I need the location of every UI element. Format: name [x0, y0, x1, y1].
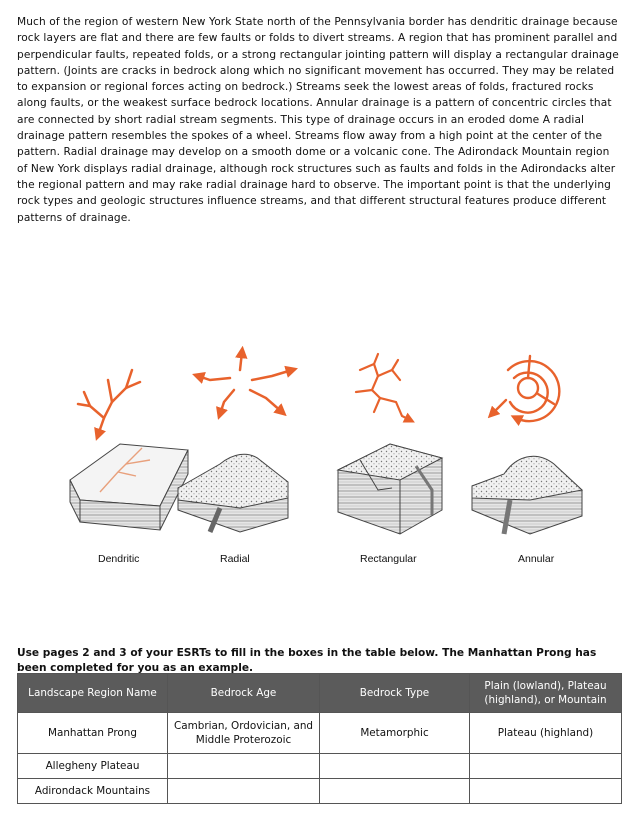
region-name-cell: Adirondack Mountains [18, 779, 168, 804]
region-name-cell: Allegheny Plateau [18, 754, 168, 779]
bedrock-age-cell[interactable] [168, 779, 320, 804]
caption-annular: Annular [518, 553, 555, 565]
landform-cell[interactable] [470, 779, 622, 804]
caption-dendritic: Dendritic [98, 553, 140, 565]
landform-cell: Plateau (highland) [470, 713, 622, 754]
instructions: Use pages 2 and 3 of your ESRTs to fill in the boxes in the table below. The Manhattan Prong has been completed for you as an example. [17, 647, 597, 674]
caption-radial: Radial [220, 553, 250, 565]
bedrock-type-cell[interactable] [320, 754, 470, 779]
landform-cell[interactable] [470, 754, 622, 779]
rectangular-block-diagram [338, 444, 442, 534]
caption-rectangular: Rectangular [360, 553, 417, 565]
header-bedrock-type: Bedrock Type [320, 674, 470, 713]
bedrock-age-cell[interactable] [168, 754, 320, 779]
annular-stream-pattern [492, 356, 559, 421]
bedrock-age-cell: Cambrian, Ordovician, and Middle Proterozoic [168, 713, 320, 754]
table-row [18, 713, 622, 754]
annular-block-diagram [472, 456, 582, 534]
header-landform-type: Plain (lowland), Plateau (highland), or Mountain [470, 674, 622, 713]
rectangular-stream-pattern [356, 354, 410, 420]
dendritic-stream-pattern [78, 370, 140, 435]
header-bedrock-age: Bedrock Age [168, 674, 320, 713]
drainage-patterns-figure [60, 340, 590, 575]
table-header-row [18, 674, 622, 713]
intro-paragraph: Much of the region of western New York State north of the Pennsylvania border has dendritic drainage because rock layers are flat and there are few faults or folds to divert streams. A region that has prominent parallel and perpendicular faults, repeated folds, or a strong rectangular jointing pattern will display a rectangular drainage pattern. (Joints are cracks in bedrock along which no significant movement has occurred. They may be related to expansion or regional forces acting on bedrock.) Streams seek the lowest areas of folds, fractured rocks along faults, or the weakest surface bedrock locations. Annular drainage is a pattern of concentric circles that are connected by short radial stream segments. This type of drainage occurs in an eroded dome A radial drainage pattern resembles the spokes of a wheel. Streams flow away from a high point at the center of the pattern. Radial drainage may develop on a smooth dome or a volcanic cone. The Adirondack Mountain region of New York displays radial drainage, although rock structures such as faults and folds in the Adirondacks alter the regional pattern and may rake radial drainage hard to observe. The important point is that the underlying rock types and geologic structures influence streams, and that different structural features produce different patterns of drainage. [17, 16, 619, 224]
region-name-cell: Manhattan Prong [18, 713, 168, 754]
radial-stream-pattern [198, 352, 292, 414]
table-row [18, 754, 622, 779]
radial-block-diagram [178, 454, 288, 532]
header-landscape-region-name: Landscape Region Name [18, 674, 168, 713]
bedrock-type-cell[interactable] [320, 779, 470, 804]
bedrock-type-cell: Metamorphic [320, 713, 470, 754]
table-row [18, 779, 622, 804]
dendritic-block-diagram [70, 444, 188, 530]
landscape-regions-table [17, 673, 622, 804]
